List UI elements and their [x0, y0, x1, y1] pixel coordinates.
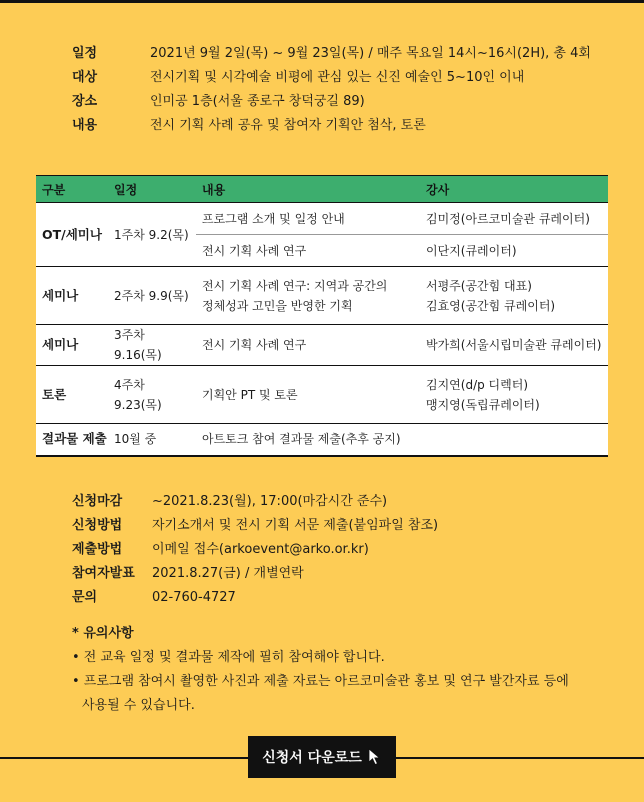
table-row: [36, 325, 608, 366]
info-label: 일정: [72, 46, 98, 61]
col-header-category: 구분: [36, 176, 108, 203]
cell-content: 기획안 PT 및 토론: [196, 366, 420, 424]
notes-item: • 전 교육 일정 및 결과물 제작에 필히 참여해야 합니다.: [72, 650, 385, 665]
table-row: [36, 424, 608, 456]
info-label: 장소: [72, 94, 98, 109]
cell-content: 전시 기획 사례 연구: [196, 235, 420, 267]
cell-instructor: 박가희(서울시립미술관 큐레이터): [420, 325, 608, 366]
info-value: 인미공 1층(서울 종로구 창덕궁길 89): [150, 94, 365, 109]
cell-instructor-line: 맹지영(독립큐레이터): [426, 397, 540, 412]
col-header-instructor: 강사: [420, 176, 608, 203]
apply-label: 문의: [72, 590, 98, 605]
info-row-schedule: [72, 42, 591, 66]
application-info: [72, 490, 438, 610]
cell-content: 전시 기획 사례 연구: [196, 325, 420, 366]
program-info: [72, 42, 591, 138]
cell-category: 세미나: [36, 325, 108, 366]
info-value: 전시기획 및 시각예술 비평에 관심 있는 신진 예술인 5~10인 이내: [150, 70, 525, 85]
cell-category: 세미나: [36, 267, 108, 325]
cell-instructor: [420, 424, 608, 456]
apply-row-deadline: [72, 490, 438, 514]
notes-item-continued: 사용될 수 있습니다.: [82, 698, 195, 713]
download-application-button[interactable]: [248, 736, 396, 778]
info-value: 2021년 9월 2일(목) ~ 9월 23일(목) / 매주 목요일 14시~16시(2H), 총 4회: [150, 46, 591, 61]
table-row: [36, 366, 608, 424]
info-row-content: [72, 114, 591, 138]
apply-value: 자기소개서 및 전시 기획 서문 제출(붙임파일 참조): [152, 518, 439, 533]
cell-date: 2주차 9.9(목): [108, 267, 196, 325]
cell-content: 아트토크 참여 결과물 제출(추후 공지): [196, 424, 420, 456]
cell-date: 1주차 9.2(목): [108, 203, 196, 267]
cell-instructor-line: 김지연(d/p 디렉터): [426, 377, 529, 392]
table-header-row: [36, 176, 608, 203]
cell-instructor-line: 서평주(공간힘 대표): [426, 278, 532, 293]
notes-section: [72, 622, 569, 718]
col-header-content: 내용: [196, 176, 420, 203]
apply-label: 참여자발표: [72, 566, 135, 581]
apply-label: 제출방법: [72, 542, 123, 557]
cell-content-line: 정체성과 고민을 반영한 기획: [202, 298, 353, 313]
cell-content: 프로그램 소개 및 일정 안내: [196, 203, 420, 235]
apply-value: 02-760-4727: [152, 590, 236, 605]
cell-instructor: [420, 267, 608, 325]
info-row-target: [72, 66, 591, 90]
schedule-table: [36, 175, 608, 457]
apply-value: 이메일 접수(arkoevent@arko.or.kr): [152, 542, 369, 557]
cell-instructor: 김미정(아르코미술관 큐레이터): [420, 203, 608, 235]
info-row-venue: [72, 90, 591, 114]
notes-title: * 유의사항: [72, 626, 134, 641]
cell-date: 10월 중: [108, 424, 196, 456]
table-row: [36, 267, 608, 325]
info-label: 대상: [72, 70, 98, 85]
top-divider: [0, 0, 644, 3]
download-button-label: 신청서 다운로드: [262, 750, 362, 766]
apply-row-contact: [72, 586, 438, 610]
cell-date: 4주차 9.23(목): [108, 366, 196, 424]
cell-content: [196, 267, 420, 325]
apply-label: 신청마감: [72, 494, 123, 509]
apply-row-announcement: [72, 562, 438, 586]
apply-value: ~2021.8.23(월), 17:00(마감시간 준수): [152, 494, 388, 509]
table-row: [36, 203, 608, 235]
apply-row-submission: [72, 538, 438, 562]
apply-value: 2021.8.27(금) / 개별연락: [152, 566, 304, 581]
info-label: 내용: [72, 118, 98, 133]
apply-row-method: [72, 514, 438, 538]
cursor-arrow-icon: [368, 748, 382, 766]
info-value: 전시 기획 사례 공유 및 참여자 기획안 첨삭, 토론: [150, 118, 426, 133]
cell-instructor-line: 김효영(공간힘 큐레이터): [426, 298, 556, 313]
cell-category: OT/세미나: [36, 203, 108, 267]
cell-category: 토론: [36, 366, 108, 424]
notes-item: • 프로그램 참여시 촬영한 사진과 제출 자료는 아르코미술관 홍보 및 연구 발간자료 등에: [72, 674, 569, 689]
cell-content-line: 전시 기획 사례 연구: 지역과 공간의: [202, 278, 388, 293]
cell-date: 3주차 9.16(목): [108, 325, 196, 366]
cell-instructor: 이단지(큐레이터): [420, 235, 608, 267]
apply-label: 신청방법: [72, 518, 123, 533]
cell-category: 결과물 제출: [36, 424, 108, 456]
cell-instructor: [420, 366, 608, 424]
col-header-date: 일정: [108, 176, 196, 203]
